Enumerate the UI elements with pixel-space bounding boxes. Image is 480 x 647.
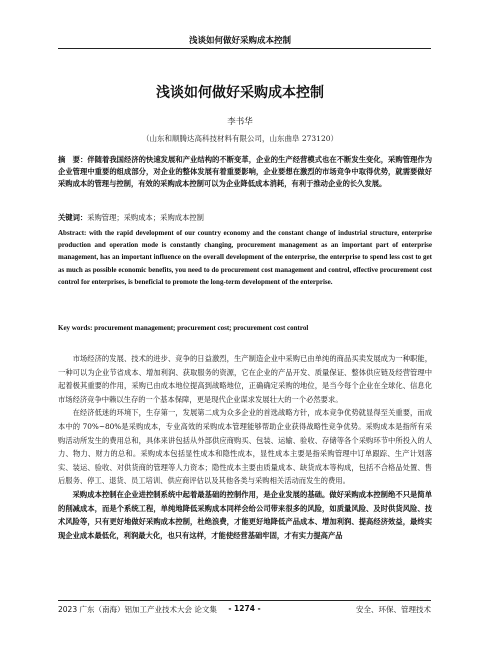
abstract-en-label: Abstract:	[58, 229, 87, 237]
body-paragraph-3: 采购成本控制在企业进控制系统中起着最基础的控制作用，是企业发展的基础。做好采购成本控制绝不只是简单的削减成本，而是个系统工程，单纯地降低采购成本同样会给公司带来很多的风险，如质量风险、及时供货风险、技术风险等，只有更好地做好采购成本控制，杜绝浪费，才能更好地降低产品成本、增加利润、提高经济效益，最终实现企业成本最低化，利润最大化，也只有这样，才能使经营基础牢固，才有实力提高产品	[58, 489, 432, 540]
footer-section: 安全、环保、管理技术	[356, 605, 431, 614]
keywords-en-text: procurement management; procurement cost; procurement cost control	[94, 324, 309, 332]
footer-proceedings: 2023 广东（南海）铝加工产业技术大会 论文集	[58, 605, 217, 614]
author: 李书华	[227, 117, 253, 127]
body-paragraph-2: 在经济低迷的环境下，生存第一，发展第二成为众多企业的首选战略方针，成本竞争优势就显得至关重要，而成本中的 70%~80%是采购成本，专业高效的采购成本管理能够帮助企业获得战略性竞争优势。采购成本是指所有采购活动所发生的费用总和，具体来讲包括从外部供应商购买、包装、运输、验收、存储等各个采购环节中所投入的人力、物力、财力的总和。采购成本包括显性成本和隐性成本，显性成本主要是指采购管理中订单跟踪、生产计划落实、装运、验收、对供货商的管理等人力资本；隐性成本主要由质量成本、缺货成本等构成，包括不合格品处置、售后服务、停工、退货、员工培训、供应商评估以及其他各类与采购相关活动而发生的费用。	[58, 408, 432, 486]
abstract-zh-text: 伴随着我国经济的快速发展和产业结构的不断变革，企业的生产经营模式也在不断发生变化，采购管理作为企业管理中重要的组成部分，对企业的整体发展有着重要影响，企业要想在激烈的市场竞争中取得优势，就需要做好采购成本的管理与控制，有效的采购成本控制可以为企业降低成本消耗，有利于推动企业的长久发展。	[58, 155, 433, 189]
keywords-en-label: Key words:	[58, 324, 93, 332]
keywords-en	[58, 322, 432, 334]
keywords-zh-text: 采购管理；采购成本；采购成本控制	[87, 213, 204, 222]
abstract-en-text: with the rapid development of our country economy and the constant change of industrial structure, enterprise production and operation mode is constantly changing, procurement management as an important part of enterprise management, has an important influence on the overall development of the enterprise, the enterprise to spend less cost to get as much as possible economic benefits, you need to do procurement cost management and control, effective procurement cost control for enterprises, is beneficial to promote the long-term development of the enterprise.	[58, 229, 433, 286]
abstract-zh	[58, 154, 432, 191]
affiliation: （山东和顺腾达高科技材料有限公司，山东曲阜 273120）	[141, 134, 338, 143]
abstract-en	[58, 227, 432, 288]
body-text	[58, 352, 432, 542]
keywords-zh-label: 关键词：	[58, 213, 88, 222]
running-head: 浅谈如何做好采购成本控制	[188, 36, 291, 46]
page-number: - 1274 -	[228, 604, 261, 613]
abstract-zh-label: 摘 要：	[58, 155, 88, 164]
body-paragraph-1: 市场经济的发展、技术的进步、竞争的日益激烈，生产制造企业中采购已由单纯的商品买卖发展成为一种职能，一种可以为企业节省成本、增加利润、获取服务的资源，它在企业的产品开发、质量保证、整体供应链及经营管理中起着极其重要的作用，采购已由成本地位提高到战略地位，正确确定采购的地位，是当今每个企业在全球化、信息化市场经济竞争中赖以生存的一个基本保障，更是现代企业谋求发展壮大的一个必然要求。	[58, 354, 432, 404]
keywords-zh	[58, 212, 432, 224]
header-rule	[58, 48, 431, 49]
paper-title: 浅谈如何做好采购成本控制	[156, 85, 324, 101]
footer-rule	[58, 600, 431, 601]
